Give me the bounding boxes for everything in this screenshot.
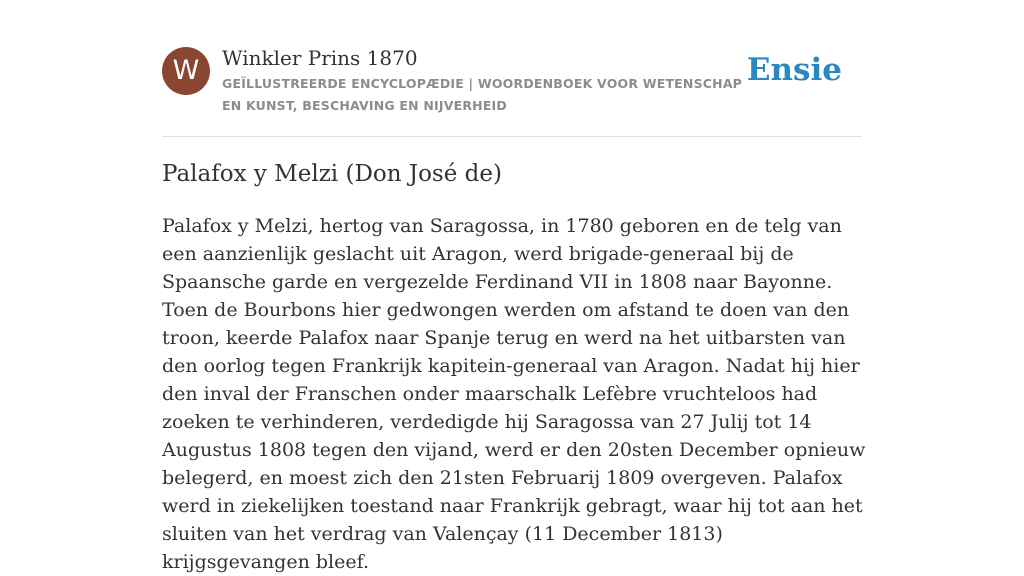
article-body: Palafox y Melzi, hertog van Saragossa, in 1780 geboren en de telg van een aanzienlijk geslacht uit Aragon, werd brigade-generaal bij de Spaansche garde en vergezelde Ferdinand VII in 1808 naar Bayonne. Toen de Bourbons hier gedwongen werden om afstand te doen van den troon, keerde Palafox naar Spanje terug en werd na het uitbarsten van den oorlog tegen Frankrijk kapitein-generaal van Aragon. Nadat hij hier den inval der Franschen onder maarschalk Lefèbre vruchteloos had zoeken te verhinderen, verdedigde hij Saragossa van 27 Julij tot 14 Augustus 1808 tegen den vijand, werd er den 20sten December opnieuw belegerd, en moest zich den 21sten Februarij 1809 overgeven. Palafox werd in ziekelijken toestand naar Frankrijk gebragt, waar hij tot aan het sluiten van het verdrag van Valençay (11 December 1813) krijgsgevangen bleef. (162, 215, 866, 573)
source-avatar[interactable]: W (162, 47, 210, 95)
source-subtitle: GEÏLLUSTREERDE ENCYCLOPÆDIE | WOORDENBOEK VOOR WETENSCHAP EN KUNST, BESCHAVING EN NIJVERHEID (222, 76, 743, 113)
source-header (162, 44, 862, 137)
article-title: Palafox y Melzi (Don José de) (162, 161, 502, 187)
ensie-logo[interactable]: Ensie (746, 52, 842, 88)
source-title-link[interactable]: Winkler Prins 1870 (222, 46, 418, 70)
